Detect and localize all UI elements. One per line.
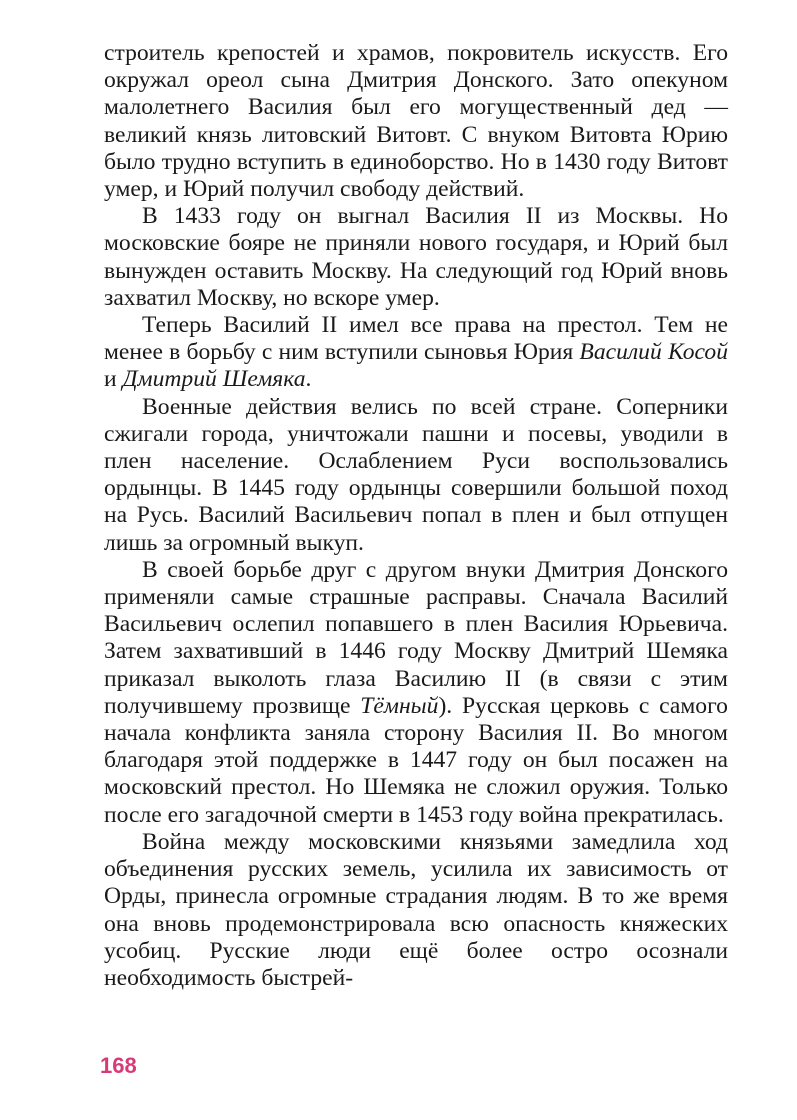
body-text [104, 40, 728, 992]
italic-term: Василий Косой [579, 339, 728, 366]
paragraph [104, 557, 728, 829]
text-run: ). Русская церковь с самого начала конфликта заняла сторону Василия II. Во многом благодаря этой поддержке в 1447 году он был посажен на московский престол. Но Шемяка не сложил оружия. Только после его загадочной смерти в 1453 году война прекратилась. [104, 692, 728, 828]
paragraph [104, 829, 728, 992]
text-run: В своей борьбе друг с другом внуки Дмитрия Донского применяли самые страшные расправы. Сначала Василий Васильевич ослепил попавшего в плен Василия Юрьевича. Затем захвативший в 1446 году Москву Дмитрий Шемяка приказал выколоть глаза Василию II (в связи с этим получившему прозвище [104, 556, 728, 719]
text-run: В 1433 году он выгнал Василия II из Москвы. Но московские бояре не приняли нового государя, и Юрий был вынужден оставить Москву. На следующий год Юрий вновь захватил Москву, но вскоре умер. [104, 203, 728, 311]
paragraph [104, 312, 728, 394]
paragraph [104, 40, 728, 203]
page-number: 168 [100, 1053, 137, 1078]
italic-term: Дмитрий Шемяка [122, 366, 306, 393]
text-run: . [305, 366, 312, 393]
text-run: Теперь Василий II имел все права на престол. Тем не менее в борьбу с ним вступили сыновья Юрия [104, 312, 728, 366]
paragraph [104, 203, 728, 312]
italic-term: Тёмный [360, 692, 439, 719]
text-run: и [104, 366, 123, 393]
paragraph [104, 394, 728, 557]
text-run: Война между московскими князьями замедлила ход объединения русских земель, усилила их зависимость от Орды, принесла огромные страдания людям. В то же время она вновь продемонстрировала всю опасность княжеских усобиц. Русские люди ещё более остро осознали необходимость быстрей- [104, 828, 728, 991]
text-run: строитель крепостей и храмов, покровитель искусств. Его окружал ореол сына Дмитрия Донского. Зато опекуном малолетнего Василия был его могущественный дед — великий князь литовский Витовт. С внуком Витовта Юрию было трудно вступить в единоборство. Но в 1430 году Витовт умер, и Юрий получил свободу действий. [104, 40, 728, 203]
text-run: Военные действия велись по всей стране. Соперники сжигали города, уничтожали пашни и посевы, уводили в плен население. Ослаблением Руси воспользовались ордынцы. В 1445 году ордынцы совершили большой поход на Русь. Василий Васильевич попал в плен и был отпущен лишь за огромный выкуп. [104, 393, 728, 556]
